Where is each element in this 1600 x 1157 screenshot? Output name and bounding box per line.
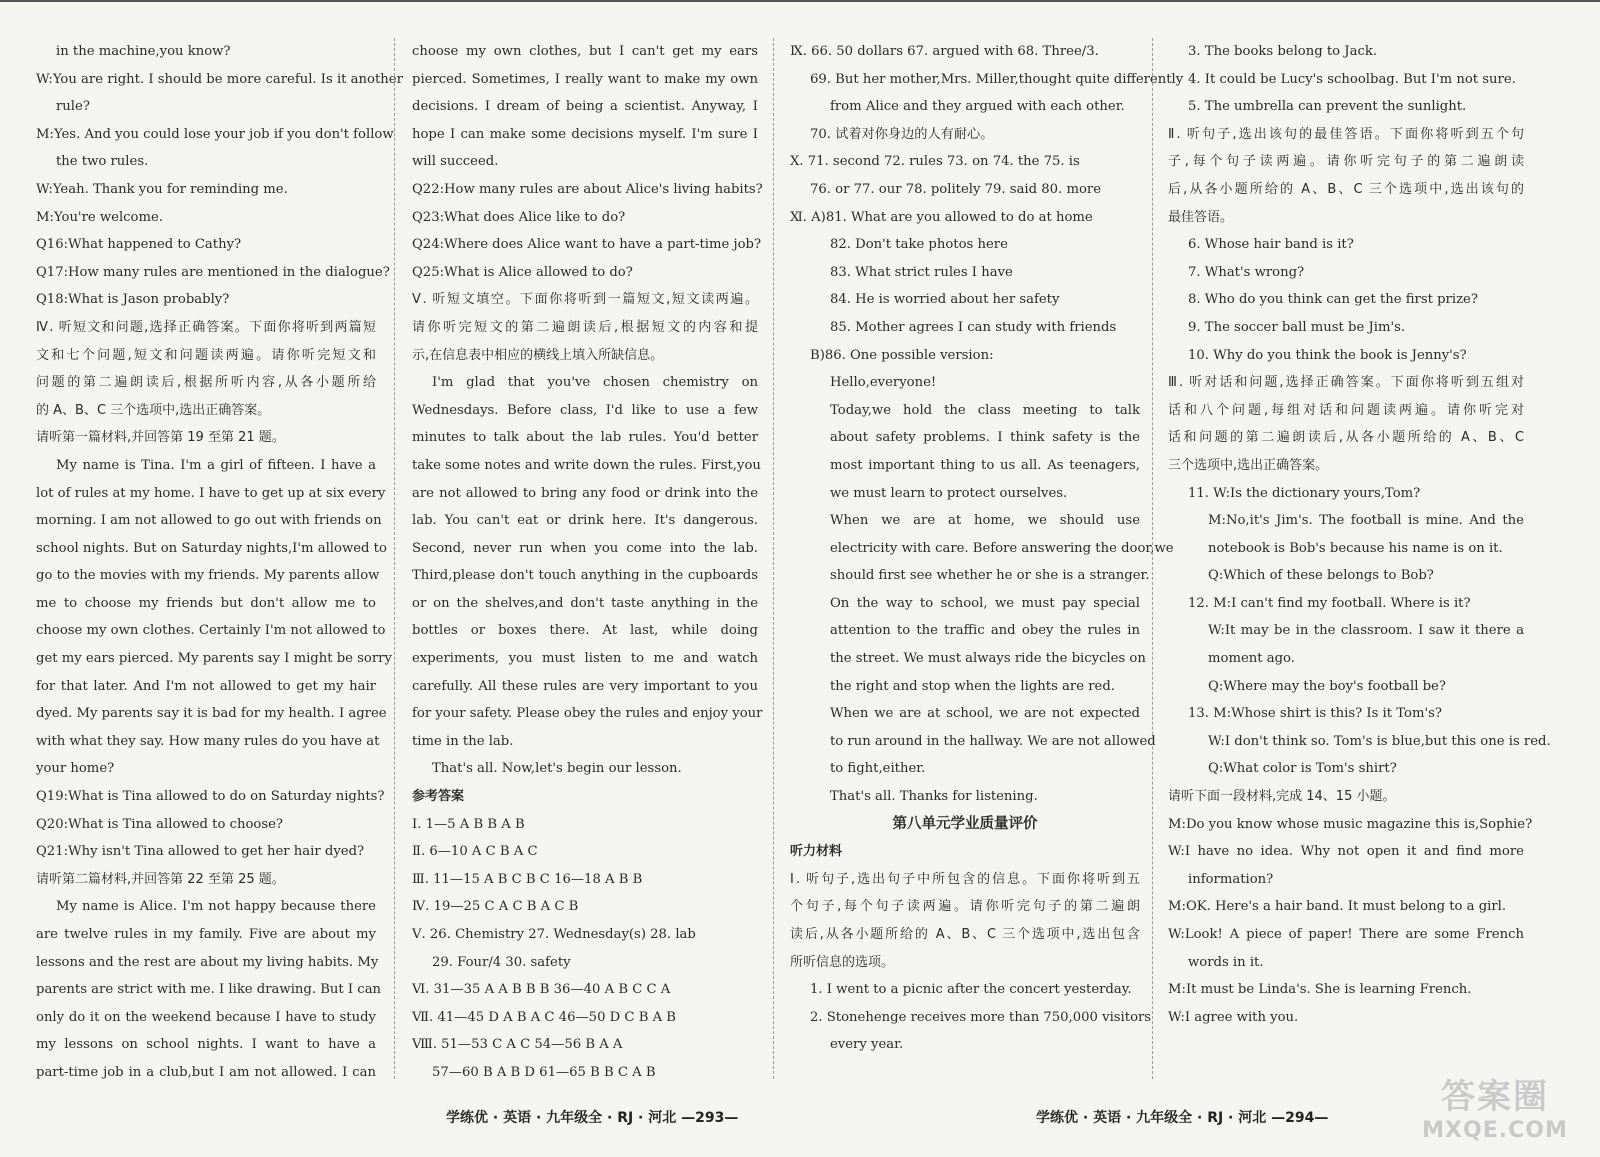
text-line: 话和问题的第二遍朗读后,从各小题所给的 A、B、C xyxy=(1168,430,1524,446)
text-line: words in it. xyxy=(1188,954,1264,970)
text-line: are not allowed to bring any food or drink into the xyxy=(412,485,758,501)
text-line: W:I don't think so. Tom's is blue,but this one is red. xyxy=(1208,733,1551,749)
text-line: 83. What strict rules I have xyxy=(830,264,1013,280)
text-line: Ⅲ. 听对话和问题,选择正确答案。下面你将听到五组对 xyxy=(1168,375,1524,391)
text-line: B)86. One possible version: xyxy=(810,347,994,363)
text-line: 76. or 77. our 78. politely 79. said 80. more xyxy=(810,181,1102,197)
watermark xyxy=(1410,1069,1580,1143)
text-line: the two rules. xyxy=(56,154,149,170)
text-line: 29. Four/4 30. safety xyxy=(432,954,571,970)
text-line: 84. He is worried about her safety xyxy=(830,292,1060,308)
text-line: Q16:What happened to Cathy? xyxy=(36,237,242,253)
top-border xyxy=(0,0,1600,2)
text-line: 2. Stonehenge receives more than 750,000 visitors xyxy=(810,1009,1152,1025)
text-line: M:Do you know whose music magazine this is,Sophie? xyxy=(1168,816,1533,832)
text-line: Ⅰ. 1—5 A B B A B xyxy=(412,816,525,832)
text-line: or on the shelves,and don't taste anything in the xyxy=(412,595,758,611)
text-line: Q23:What does Alice like to do? xyxy=(412,209,626,225)
text-line: 子,每个句子读两遍。请你听完句子的第二遍朗读 xyxy=(1168,154,1524,170)
text-line: 5. The umbrella can prevent the sunlight. xyxy=(1188,99,1467,115)
text-line: Q22:How many rules are about Alice's living habits? xyxy=(412,181,763,197)
text-line: my lessons on school nights. I want to have a xyxy=(36,1037,376,1053)
text-line: me to choose my friends but don't allow me to xyxy=(36,595,376,611)
text-line: to fight,either. xyxy=(830,761,926,777)
text-line: 问题的第二遍朗读后,根据所听内容,从各小题所给 xyxy=(36,375,376,391)
text-line: M:No,it's Jim's. The football is mine. And the xyxy=(1208,513,1524,529)
text-line: 12. M:I can't find my football. Where is it? xyxy=(1188,595,1471,611)
text-line: Ⅴ. 听短文填空。下面你将听到一篇短文,短文读两遍。 xyxy=(412,292,758,308)
text-line: W:You are right. I should be more careful. Is it another xyxy=(36,71,403,87)
text-line: 所听信息的选项。 xyxy=(790,954,895,970)
text-line: W:Look! A piece of paper! There are some French xyxy=(1168,927,1524,942)
text-line: 1. I went to a picnic after the concert yesterday. xyxy=(810,982,1132,998)
text-line: 请听第二篇材料,并回答第 22 至第 25 题。 xyxy=(36,871,285,887)
text-line: morning. I am not allowed to go out with friends on xyxy=(36,513,382,529)
text-line: information? xyxy=(1188,871,1274,887)
text-line: 7. What's wrong? xyxy=(1188,264,1305,280)
column-1 xyxy=(36,38,403,1087)
text-line: carefully. All these rules are very important to you xyxy=(412,678,758,694)
text-line: Ⅹ. 71. second 72. rules 73. on 74. the 75. is xyxy=(790,154,1080,170)
watermark-logo: 答案圈 xyxy=(1441,1077,1549,1117)
text-line: Q19:What is Tina allowed to do on Saturday nights? xyxy=(36,789,385,805)
text-line: Ⅵ. 31—35 A A B B B 36—40 A B C C A xyxy=(412,982,671,998)
text-line: choose my own clothes, but I can't get my ears xyxy=(412,44,758,59)
text-line: 11. W:Is the dictionary yours,Tom? xyxy=(1188,485,1421,501)
text-line: 10. Why do you think the book is Jenny's? xyxy=(1188,347,1467,363)
text-line: your home? xyxy=(36,761,115,777)
text-line: dyed. My parents say it is bad for my health. I agree xyxy=(36,706,387,722)
text-line: 69. But her mother,Mrs. Miller,thought quite differently xyxy=(810,71,1184,87)
text-line: are twelve rules in my family. Five are about my xyxy=(36,927,376,942)
text-line: M:Yes. And you could lose your job if you don't follow xyxy=(36,126,394,142)
text-line: moment ago. xyxy=(1208,651,1295,667)
text-line: Hello,everyone! xyxy=(830,375,937,391)
text-line: time in the lab. xyxy=(412,733,514,749)
text-line: Q25:What is Alice allowed to do? xyxy=(412,264,633,280)
text-line: should first see whether he or she is a stranger. xyxy=(830,568,1150,584)
text-line: lot of rules at my home. I have to get up at six every xyxy=(36,485,386,501)
text-line: 70. 试着对你身边的人有耐心。 xyxy=(810,126,994,142)
text-line: from Alice and they argued with each other. xyxy=(830,99,1125,115)
text-line: I'm glad that you've chosen chemistry on xyxy=(432,375,758,391)
text-line: will succeed. xyxy=(412,154,499,170)
text-line: part-time job in a club,but I am not allowed. I can xyxy=(36,1064,376,1080)
text-line: electricity with care. Before answering the door,we xyxy=(830,540,1174,556)
text-line: parents are strict with me. I like drawing. But I can xyxy=(36,982,382,998)
text-line: 请听下面一段材料,完成 14、15 小题。 xyxy=(1168,789,1396,805)
text-line: Q24:Where does Alice want to have a part-time job? xyxy=(412,237,762,253)
text-line: Ⅰ. 听句子,选出句子中所包含的信息。下面你将听到五 xyxy=(790,871,1140,887)
text-line: W:Yeah. Thank you for reminding me. xyxy=(36,181,288,197)
text-line: for your safety. Please obey the rules and enjoy your xyxy=(412,706,763,722)
column-3 xyxy=(790,38,1184,1059)
text-line: every year. xyxy=(830,1037,904,1053)
page-footer-left: 学练优 · 英语 · 九年级全 · RJ · 河北 —293— xyxy=(446,1110,739,1126)
text-line: Q18:What is Jason probably? xyxy=(36,292,230,308)
text-line: minutes to talk about the lab rules. You'd better xyxy=(412,430,758,446)
column-divider xyxy=(773,38,774,1079)
text-line: Q:Which of these belongs to Bob? xyxy=(1208,568,1434,584)
text-line: 三个选项中,选出正确答案。 xyxy=(1168,457,1329,473)
text-line: 请你听完短文的第二遍朗读后,根据短文的内容和提 xyxy=(412,319,758,335)
text-line: bottles or boxes there. At last, while doing xyxy=(412,623,758,639)
text-line: Wednesdays. Before class, I'd like to use a few xyxy=(412,402,758,418)
text-line: choose my own clothes. Certainly I'm not allowed to xyxy=(36,623,386,639)
text-line: get my ears pierced. My parents say I might be sorry xyxy=(36,651,392,667)
text-line: 9. The soccer ball must be Jim's. xyxy=(1188,319,1406,335)
text-line: Ⅲ. 11—15 A B C B C 16—18 A B B xyxy=(412,871,643,887)
text-line: notebook is Bob's because his name is on it. xyxy=(1208,540,1503,556)
text-line: That's all. Thanks for listening. xyxy=(830,789,1038,805)
text-line: 个句子,每个句子读两遍。请你听完句子的第二遍朗 xyxy=(790,899,1140,915)
text-line: Ⅱ. 听句子,选出该句的最佳答语。下面你将听到五个句 xyxy=(1168,126,1524,142)
text-line: 57—60 B A B D 61—65 B B C A B xyxy=(432,1064,656,1080)
text-line: rule? xyxy=(56,99,90,115)
text-line: the right and stop when the lights are red. xyxy=(830,678,1115,694)
text-line: Ⅱ. 6—10 A C B A C xyxy=(412,844,538,860)
text-line: most important thing to us all. As teenagers, xyxy=(830,457,1140,473)
column-divider xyxy=(394,38,395,1079)
text-line: go to the movies with my friends. My parents allow xyxy=(36,568,380,584)
text-line: 话和八个问题,每组对话和问题读两遍。请你听完对 xyxy=(1168,402,1524,418)
text-line: experiments, you must listen to me and watch xyxy=(412,651,758,667)
text-line: W:I have no idea. Why not open it and find more xyxy=(1168,844,1524,860)
watermark-url: MXQE.COM xyxy=(1422,1118,1568,1143)
text-line: Second, never run when you come into the lab. xyxy=(412,540,758,556)
text-line: in the machine,you know? xyxy=(56,44,231,59)
text-line: On the way to school, we must pay special xyxy=(830,595,1140,611)
text-line: Ⅳ. 听短文和问题,选择正确答案。下面你将听到两篇短 xyxy=(36,319,376,335)
text-line: Q17:How many rules are mentioned in the dialogue? xyxy=(36,264,390,280)
text-line: W:It may be in the classroom. I saw it there a xyxy=(1208,623,1524,639)
text-line: hope I can make some decisions myself. I'm sure I xyxy=(412,126,758,142)
text-line: 85. Mother agrees I can study with friends xyxy=(830,319,1117,335)
text-line: lab. You can't eat or drink here. It's dangerous. xyxy=(412,513,758,529)
text-line: attention to the traffic and obey the rules in xyxy=(830,623,1140,639)
text-line: 示,在信息表中相应的横线上填入所缺信息。 xyxy=(412,347,664,363)
text-line: 后,从各小题所给的 A、B、C 三个选项中,选出该句的 xyxy=(1168,181,1524,197)
text-line: Q20:What is Tina allowed to choose? xyxy=(36,816,283,832)
text-line: to run around in the hallway. We are not allowed xyxy=(830,733,1156,749)
text-line: W:I agree with you. xyxy=(1168,1009,1299,1025)
column-4 xyxy=(1168,38,1551,1031)
page-footer-right: 学练优 · 英语 · 九年级全 · RJ · 河北 —294— xyxy=(1036,1110,1329,1126)
text-line: decisions. I dream of being a scientist. Anyway, I xyxy=(412,99,758,115)
text-line: 4. It could be Lucy's schoolbag. But I'm not sure. xyxy=(1188,71,1516,87)
text-line: pierced. Sometimes, I really want to make my own xyxy=(412,71,758,87)
text-line: My name is Tina. I'm a girl of fifteen. I have a xyxy=(56,457,376,473)
text-line: 3. The books belong to Jack. xyxy=(1188,44,1378,59)
text-line: 6. Whose hair band is it? xyxy=(1188,237,1354,253)
text-line: 13. M:Whose shirt is this? Is it Tom's? xyxy=(1188,706,1442,722)
text-line: 文和七个问题,短文和问题读两遍。请你听完短文和 xyxy=(36,347,376,363)
text-line: Q:Where may the boy's football be? xyxy=(1208,678,1446,694)
text-line: take some notes and write down the rules. First,you xyxy=(412,457,761,473)
text-line: 8. Who do you think can get the first prize? xyxy=(1188,292,1478,308)
text-line: Q:What color is Tom's shirt? xyxy=(1208,761,1397,777)
text-line: That's all. Now,let's begin our lesson. xyxy=(432,761,682,777)
text-line: Ⅳ. 19—25 C A C B A C B xyxy=(412,899,579,915)
text-line: 参考答案 xyxy=(412,789,465,805)
text-line: Ⅸ. 66. 50 dollars 67. argued with 68. Three/3. xyxy=(790,44,1099,59)
text-line: 最佳答语。 xyxy=(1168,209,1234,225)
text-line: 82. Don't take photos here xyxy=(830,237,1008,253)
text-line: 听力材料 xyxy=(790,844,843,860)
text-line: 的 A、B、C 三个选项中,选出正确答案。 xyxy=(36,402,271,418)
text-line: only do it on the weekend because I have to study xyxy=(36,1009,376,1025)
text-line: about safety problems. I think safety is the xyxy=(830,430,1140,446)
text-line: Today,we hold the class meeting to talk xyxy=(830,402,1140,418)
text-line: M:OK. Here's a hair band. It must belong to a girl. xyxy=(1168,899,1507,915)
text-line: for that later. And I'm not allowed to get my hair xyxy=(36,678,376,694)
text-line: Ⅺ. A)81. What are you allowed to do at home xyxy=(790,209,1093,225)
text-line: Third,please don't touch anything in the cupboards xyxy=(412,568,758,584)
text-line: we must learn to protect ourselves. xyxy=(830,485,1068,501)
text-line: school nights. But on Saturday nights,I'm allowed to xyxy=(36,540,387,556)
text-line: 请听第一篇材料,并回答第 19 至第 21 题。 xyxy=(36,430,285,446)
text-line: When we are at home, we should use xyxy=(830,513,1140,529)
text-line: lessons and the rest are about my living habits. My xyxy=(36,954,379,970)
column-divider xyxy=(1152,38,1153,1079)
text-line: Q21:Why isn't Tina allowed to get her hair dyed? xyxy=(36,844,365,860)
text-line: the street. We must always ride the bicycles on xyxy=(830,651,1146,667)
text-line: M:It must be Linda's. She is learning French. xyxy=(1168,982,1472,998)
text-line: Ⅶ. 41—45 D A B A C 46—50 D C B A B xyxy=(412,1009,676,1025)
text-line: 第八单元学业质量评价 xyxy=(892,815,1038,832)
text-line: When we are at school, we are not expected xyxy=(830,706,1140,722)
text-line: Ⅷ. 51—53 C A C 54—56 B A A xyxy=(412,1037,623,1053)
text-line: M:You're welcome. xyxy=(36,209,163,225)
text-line: 读后,从各小题所给的 A、B、C 三个选项中,选出包含 xyxy=(790,927,1140,942)
column-2 xyxy=(412,38,763,1087)
text-line: with what they say. How many rules do you have at xyxy=(36,733,380,749)
text-line: My name is Alice. I'm not happy because there xyxy=(56,899,376,915)
text-line: Ⅴ. 26. Chemistry 27. Wednesday(s) 28. lab xyxy=(412,927,696,942)
